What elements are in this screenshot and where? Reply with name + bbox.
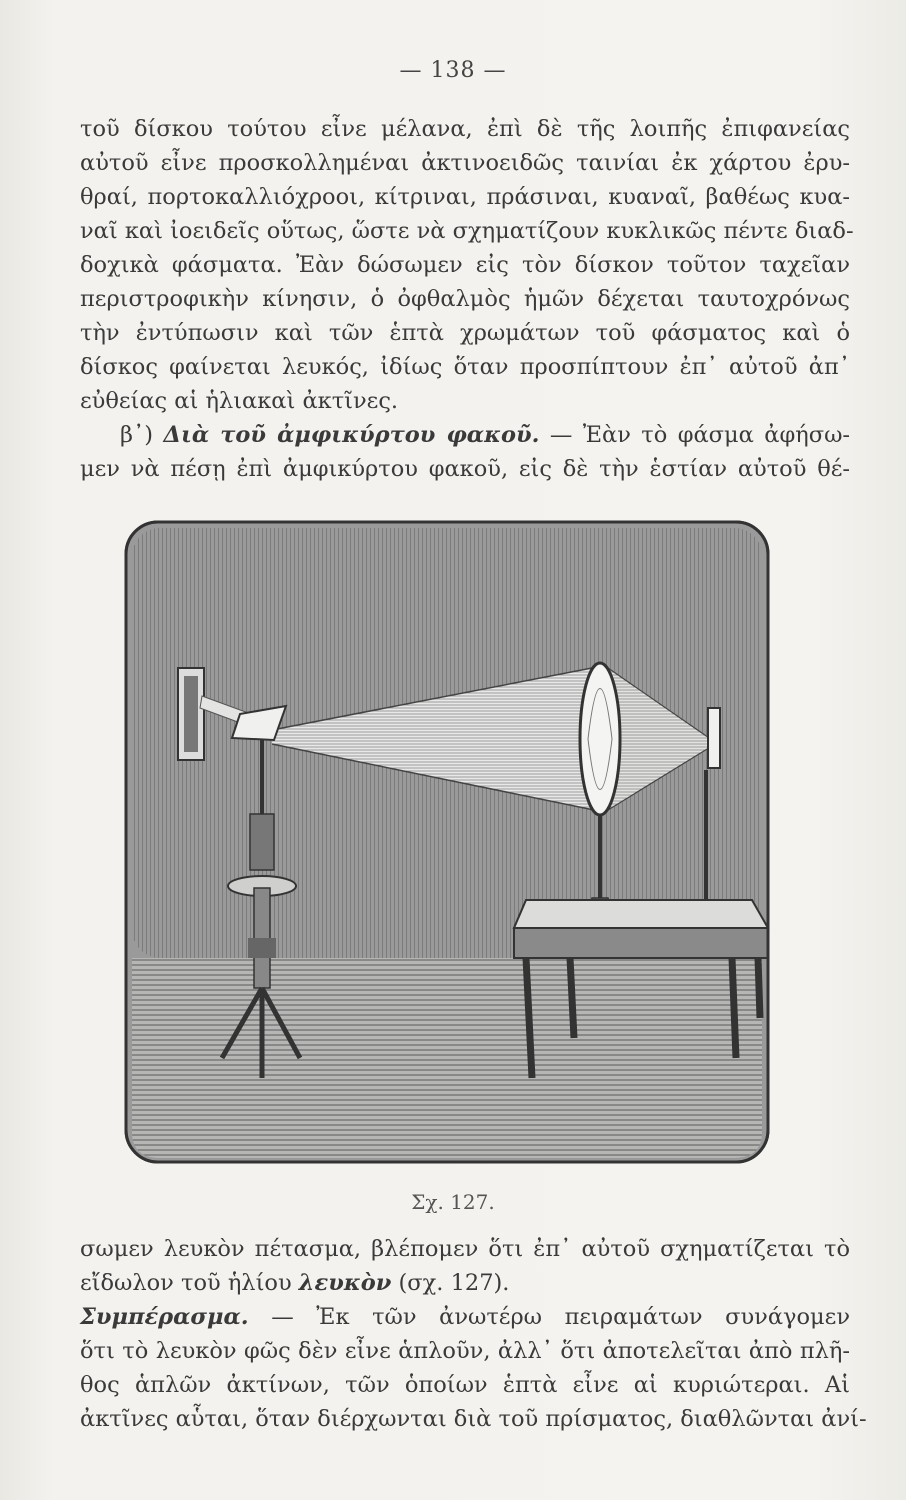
- section-b-heading: Διὰ τοῦ ἀμφικύρτου φακοῦ.: [163, 422, 540, 448]
- text-line: θραί, πορτοκαλλιόχροοι, κίτριναι, πράσιναι, κυαναῖ, βαθέως κυα-: [80, 184, 850, 210]
- page-number: — 138 —: [399, 58, 507, 83]
- text-line: εὐθείας αἱ ἡλιακαὶ ἀκτῖνες.: [80, 388, 399, 414]
- text-line: τοῦ δίσκου τούτου εἶνε μέλανα, ἐπὶ δὲ τῆς λοιπῆς ἐπιφανείας: [80, 116, 850, 142]
- text-line: αὐτοῦ εἶνε προσκολλημέναι ἀκτινοειδῶς ταινίαι ἐκ χάρτου ἐρυ-: [80, 150, 850, 176]
- text-line: δοχικὰ φάσματα. Ἐὰν δώσωμεν εἰς τὸν δίσκον τοῦτον ταχεῖαν: [80, 252, 850, 278]
- conclusion-heading: Συμπέρασμα.: [80, 1304, 249, 1330]
- text-line: μεν νὰ πέσῃ ἐπὶ ἀμφικύρτου φακοῦ, εἰς δὲ τὴν ἑστίαν αὐτοῦ θέ-: [80, 456, 850, 482]
- section-b-line: [80, 418, 850, 452]
- text-line: ὅτι τὸ λευκὸν φῶς δὲν εἶνε ἁπλοῦν, ἀλλ᾽ ὅτι ἀποτελεῖται ἀπὸ πλῆ-: [80, 1338, 850, 1364]
- text-line: [80, 1266, 850, 1300]
- text-line: θος ἁπλῶν ἀκτίνων, τῶν ὁποίων ἑπτὰ εἶνε αἱ κυριώτεραι. Αἱ: [80, 1372, 850, 1398]
- section-b-prefix: β᾽): [120, 422, 154, 448]
- figure-caption: Σχ. 127.: [411, 1190, 495, 1214]
- text-line: ναῖ καὶ ἰοειδεῖς οὕτως, ὥστε νὰ σχηματίζουν κυκλικῶς πέντε διαδ-: [80, 218, 854, 244]
- text-line: τὴν ἐντύπωσιν καὶ τῶν ἑπτὰ χρωμάτων τοῦ φάσματος καὶ ὁ: [80, 320, 850, 346]
- text-line: ἀκτῖνες αὗται, ὅταν διέρχωνται διὰ τοῦ πρίσματος, διαθλῶνται ἀνί-: [80, 1406, 867, 1432]
- text-segment: εἴδωλον τοῦ ἡλίου: [80, 1270, 292, 1296]
- text-line: περιστροφικὴν κίνησιν, ὁ ὀφθαλμὸς ἡμῶν δέχεται ταυτοχρόνως: [80, 286, 850, 312]
- text-segment: (σχ. 127).: [398, 1270, 510, 1296]
- conclusion-rest: — Ἐκ τῶν ἀνωτέρω πειραμάτων συνάγομεν: [271, 1304, 850, 1330]
- top-paragraph: [80, 112, 854, 486]
- engraving-figure: [122, 518, 772, 1170]
- text-line: δίσκος φαίνεται λευκός, ἰδίως ὅταν προσπίπτουν ἐπ᾽ αὐτοῦ ἀπ᾽: [80, 354, 850, 380]
- bold-word: λευκὸν: [298, 1270, 392, 1296]
- bottom-paragraph: [80, 1232, 867, 1436]
- lens-experiment-illustration: [122, 518, 772, 1170]
- section-b-rest: — Ἐὰν τὸ φάσμα ἀφήσω-: [549, 422, 851, 448]
- text-line: σωμεν λευκὸν πέτασμα, βλέπομεν ὅτι ἐπ᾽ αὐτοῦ σχηματίζεται τὸ: [80, 1236, 850, 1262]
- conclusion-line: [80, 1300, 850, 1334]
